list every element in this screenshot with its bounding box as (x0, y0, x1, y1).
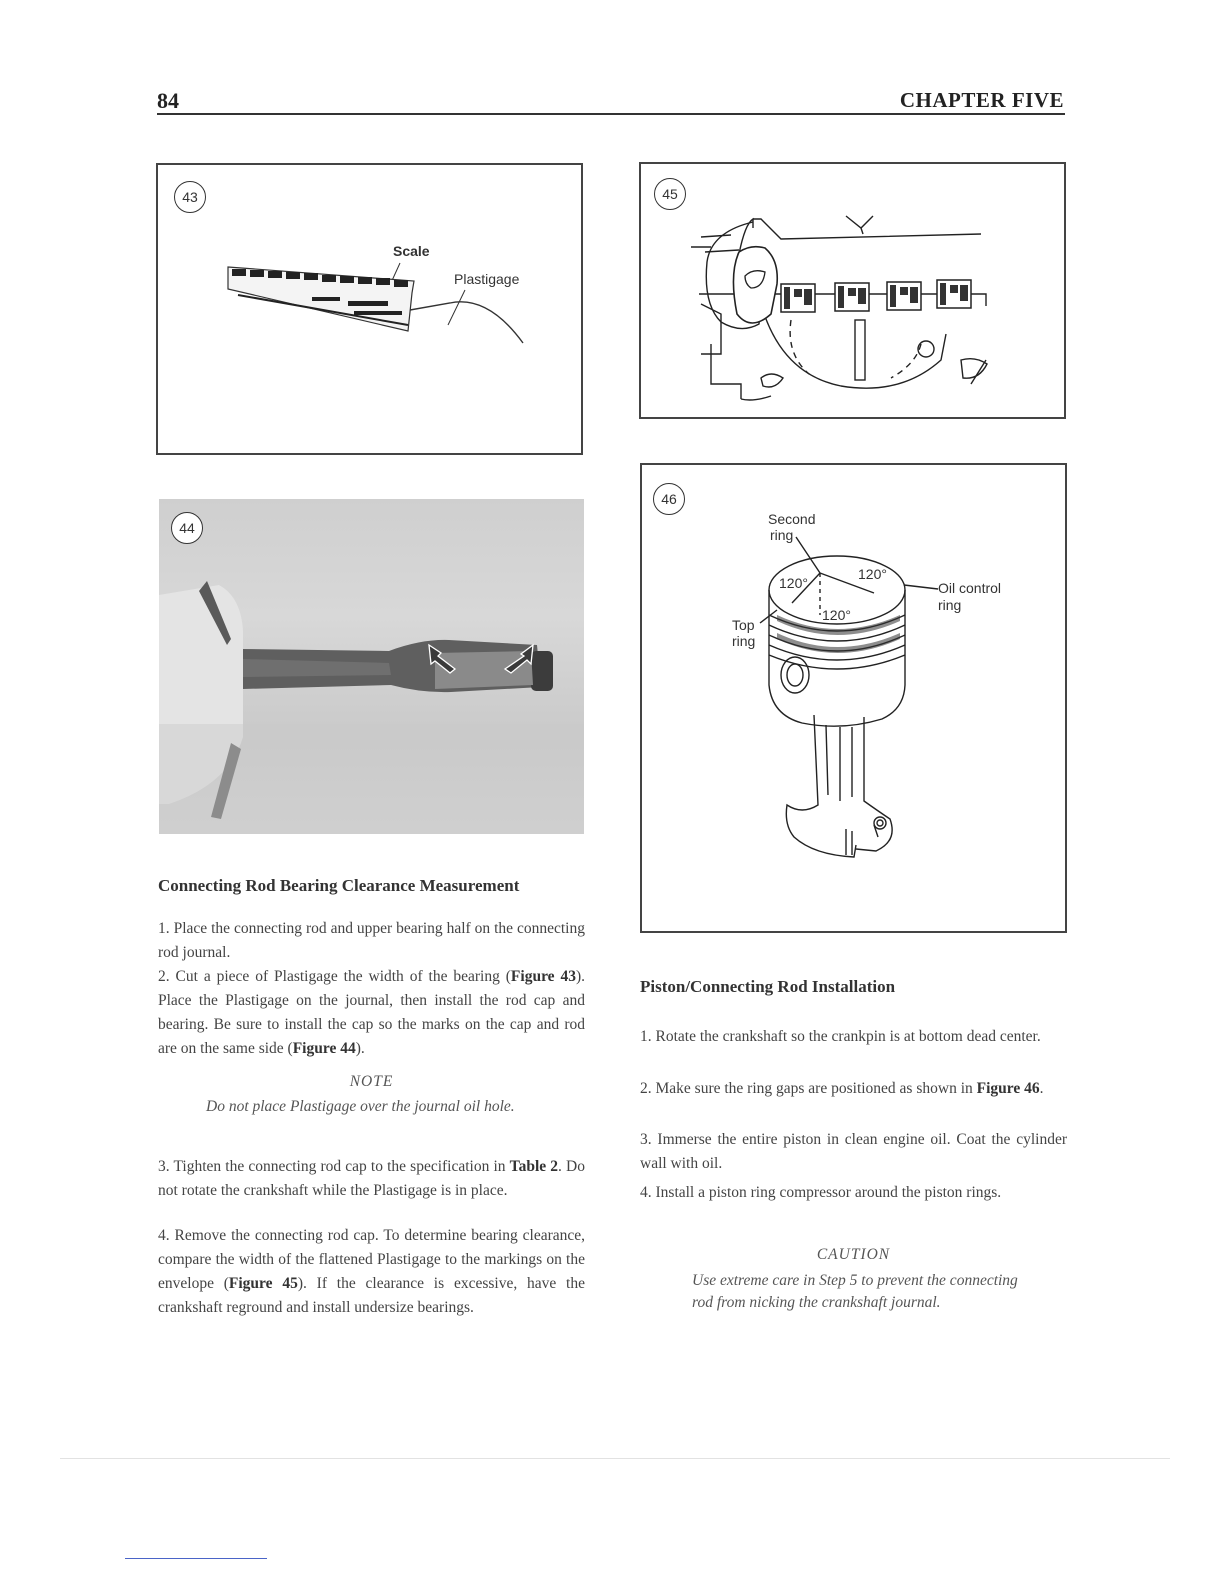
figure-46 (640, 463, 1067, 933)
right-step-1-text: 1. Rotate the crankshaft so the crankpin is at bottom dead center. (640, 1028, 1041, 1045)
angle-label-b: 120° (858, 566, 887, 582)
figure-46-number: 46 (653, 483, 685, 515)
footer-faint-rule (60, 1458, 1170, 1459)
scale-label: Scale (393, 243, 430, 259)
oil-control-label-2: ring (938, 597, 962, 613)
right-step-2 (640, 1077, 1067, 1101)
table-2-reference: Table 2 (509, 1158, 559, 1175)
figure-43-number: 43 (174, 181, 206, 213)
right-step-3-text: 3. Immerse the entire piston in clean engine oil. Coat the cylinder wall with oil. (640, 1131, 1067, 1172)
figure-43 (156, 163, 583, 455)
left-section-heading: Connecting Rod Bearing Clearance Measurement (158, 876, 520, 895)
crankshaft-plastigage-illustration (641, 164, 1064, 417)
figure-45-number: 45 (654, 178, 686, 210)
oil-control-label-1: Oil control (938, 580, 1002, 596)
header-rule (157, 113, 1065, 115)
second-ring-label-1: Second (768, 511, 816, 527)
left-step-4-text-a: 4. Remove the connecting rod cap. To determine bearing clearance, compare the width of the flattened Plastigage to the markings on the envelope ( (158, 1227, 585, 1292)
top-ring-label-1: Top (732, 617, 755, 633)
caution-title: CAUTION (816, 1246, 891, 1263)
figure-45 (639, 162, 1066, 419)
bottom-underline (125, 1558, 267, 1559)
right-step-4 (640, 1181, 1067, 1205)
figure-44-number: 44 (171, 512, 203, 544)
left-step-2-text-b: ). Place the Plastigage on the journal, then install the rod cap and bearing. Be sure to install the cap so the marks on the cap and rod are on the same side ( (158, 968, 585, 1057)
right-step-2-text-b: . (1039, 1080, 1044, 1097)
right-step-1 (640, 1025, 1067, 1049)
note-body: Do not place Plastigage over the journal oil hole. (206, 1098, 515, 1115)
angle-label-a: 120° (779, 575, 808, 591)
left-step-2 (158, 965, 585, 1061)
connecting-rod-photo (159, 499, 584, 834)
left-step-4-text-b: ). If the clearance is excessive, have the crankshaft reground and install undersize bearings. (158, 1275, 585, 1316)
right-step-3 (640, 1128, 1067, 1176)
left-step-3-text-b: . Do not rotate the crankshaft while the Plastigage is in place. (158, 1158, 585, 1199)
left-step-1-text: 1. Place the connecting rod and upper bearing half on the connecting rod journal. (158, 920, 585, 961)
note-title: NOTE (349, 1073, 394, 1090)
plastigage-label: Plastigage (454, 271, 520, 287)
caution-body: Use extreme care in Step 5 to prevent the connecting rod from nicking the crankshaft journal. (692, 1272, 1018, 1311)
figure-43-reference: Figure 43 (510, 968, 576, 985)
figure-44-reference: Figure 44 (292, 1040, 356, 1057)
left-step-1 (158, 917, 585, 965)
right-section-heading: Piston/Connecting Rod Installation (640, 977, 896, 996)
page-number: 84 (157, 88, 179, 113)
figure-44-photo (159, 499, 584, 834)
plastigage-scale-illustration (158, 165, 581, 453)
right-step-4-text: 4. Install a piston ring compressor around the piston rings. (640, 1184, 1002, 1201)
left-step-2-text-c: ). (355, 1040, 365, 1057)
left-step-2-text-a: 2. Cut a piece of Plastigage the width of the bearing ( (158, 968, 511, 985)
figure-45-reference: Figure 45 (228, 1275, 298, 1292)
left-step-4 (158, 1224, 585, 1320)
chapter-title: CHAPTER FIVE (899, 88, 1064, 112)
second-ring-label-2: ring (770, 527, 794, 543)
left-step-3 (158, 1155, 585, 1203)
figure-46-reference: Figure 46 (976, 1080, 1040, 1097)
right-step-2-text-a: 2. Make sure the ring gaps are positioned as shown in (640, 1080, 977, 1097)
left-step-3-text-a: 3. Tighten the connecting rod cap to the specification in (158, 1158, 510, 1175)
piston-ring-gap-illustration (642, 465, 1065, 931)
angle-label-c: 120° (822, 607, 851, 623)
top-ring-label-2: ring (732, 633, 756, 649)
